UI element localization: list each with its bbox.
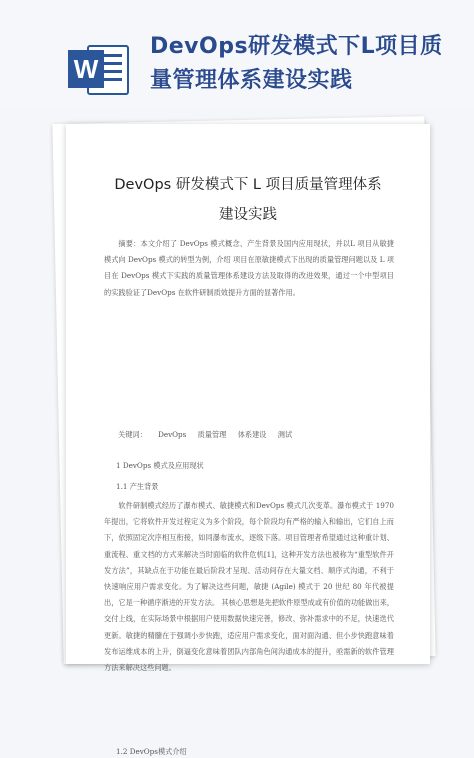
document-title-line-2: 建设实践: [219, 207, 277, 223]
keywords-label: 关键词：: [118, 430, 147, 439]
keyword: DevOps: [158, 430, 187, 439]
section-heading-1-1: 1.1 产生背景: [116, 482, 159, 491]
body-paragraph: 软件研制模式经历了瀑布模式、敏捷模式和DevOps 模式几次变革。瀑布模式于 1970 年提出，它将软件开发过程定义为多个阶段，每个阶段均有严格的输入和输出，它们自上而下，依照固定次序相互衔接，如同瀑布流水，逐级下落。项目管理者希望通过这种重计划、重流程、重文档的方式来解决当时面临的软件危机[1]，这种开发方法也被称为“重型软件开发方法”，其缺点在于功能在最后阶段才呈现、活动间存在大量文档、顺序式沟通，不利于快速响应用户需求变化。为了解决这些问题，敏捷 (Agile) 模式于 20 世纪 80 年代被提出，它是一种循序渐进的开发方法。 其核心思想是先把软件原型成或有价值的功能做出来，交付上线，在实际场景中根据用户使用数据快速完善，修改、弥补需求中的不足，快速迭代更新。敏捷的精髓在于强调小步快跑，适应用户需求变化，面对面沟通、但小步快跑意味着发布运维成本的上升，倒逼变化意味着团队内部角色间沟通成本的提升，亟需新的软件管理方法来解决这些问题。: [104, 501, 394, 673]
document-title-line-1: DevOps 研发模式下 L 项目质量管理体系: [114, 177, 382, 193]
document-title: [86, 170, 410, 230]
keyword: 体系建设: [237, 430, 267, 439]
keywords-line: [118, 429, 301, 441]
keyword: 测试: [277, 430, 293, 439]
banner: [0, 0, 474, 110]
word-logo-letter: W: [73, 54, 99, 84]
document-page: [66, 124, 430, 756]
abstract-paragraph: 摘要：本文介绍了 DevOps 模式概念、产生背景及国内应用现状，并以L 项目从敏捷模式向 DevOps 模式的转型为例，介绍 项目在原敏捷模式下出现的质量管理问题以及 L 项目在 DevOps 模式下实践的质量管理体系建设方法及取得的改进效果，通过一个中型项目的实践验证了DevOps 在软件研制质效提升方面的显著作用。: [104, 239, 394, 297]
keyword: 质量管理: [197, 430, 227, 439]
section-heading-1-2: 1.2 DevOps模式介绍: [116, 747, 187, 756]
banner-title: DevOps研发模式下L项目质量管理体系建设实践: [150, 34, 443, 93]
word-document-icon: [68, 40, 130, 98]
section-heading-1: 1 DevOps 模式及应用现状: [116, 461, 204, 470]
